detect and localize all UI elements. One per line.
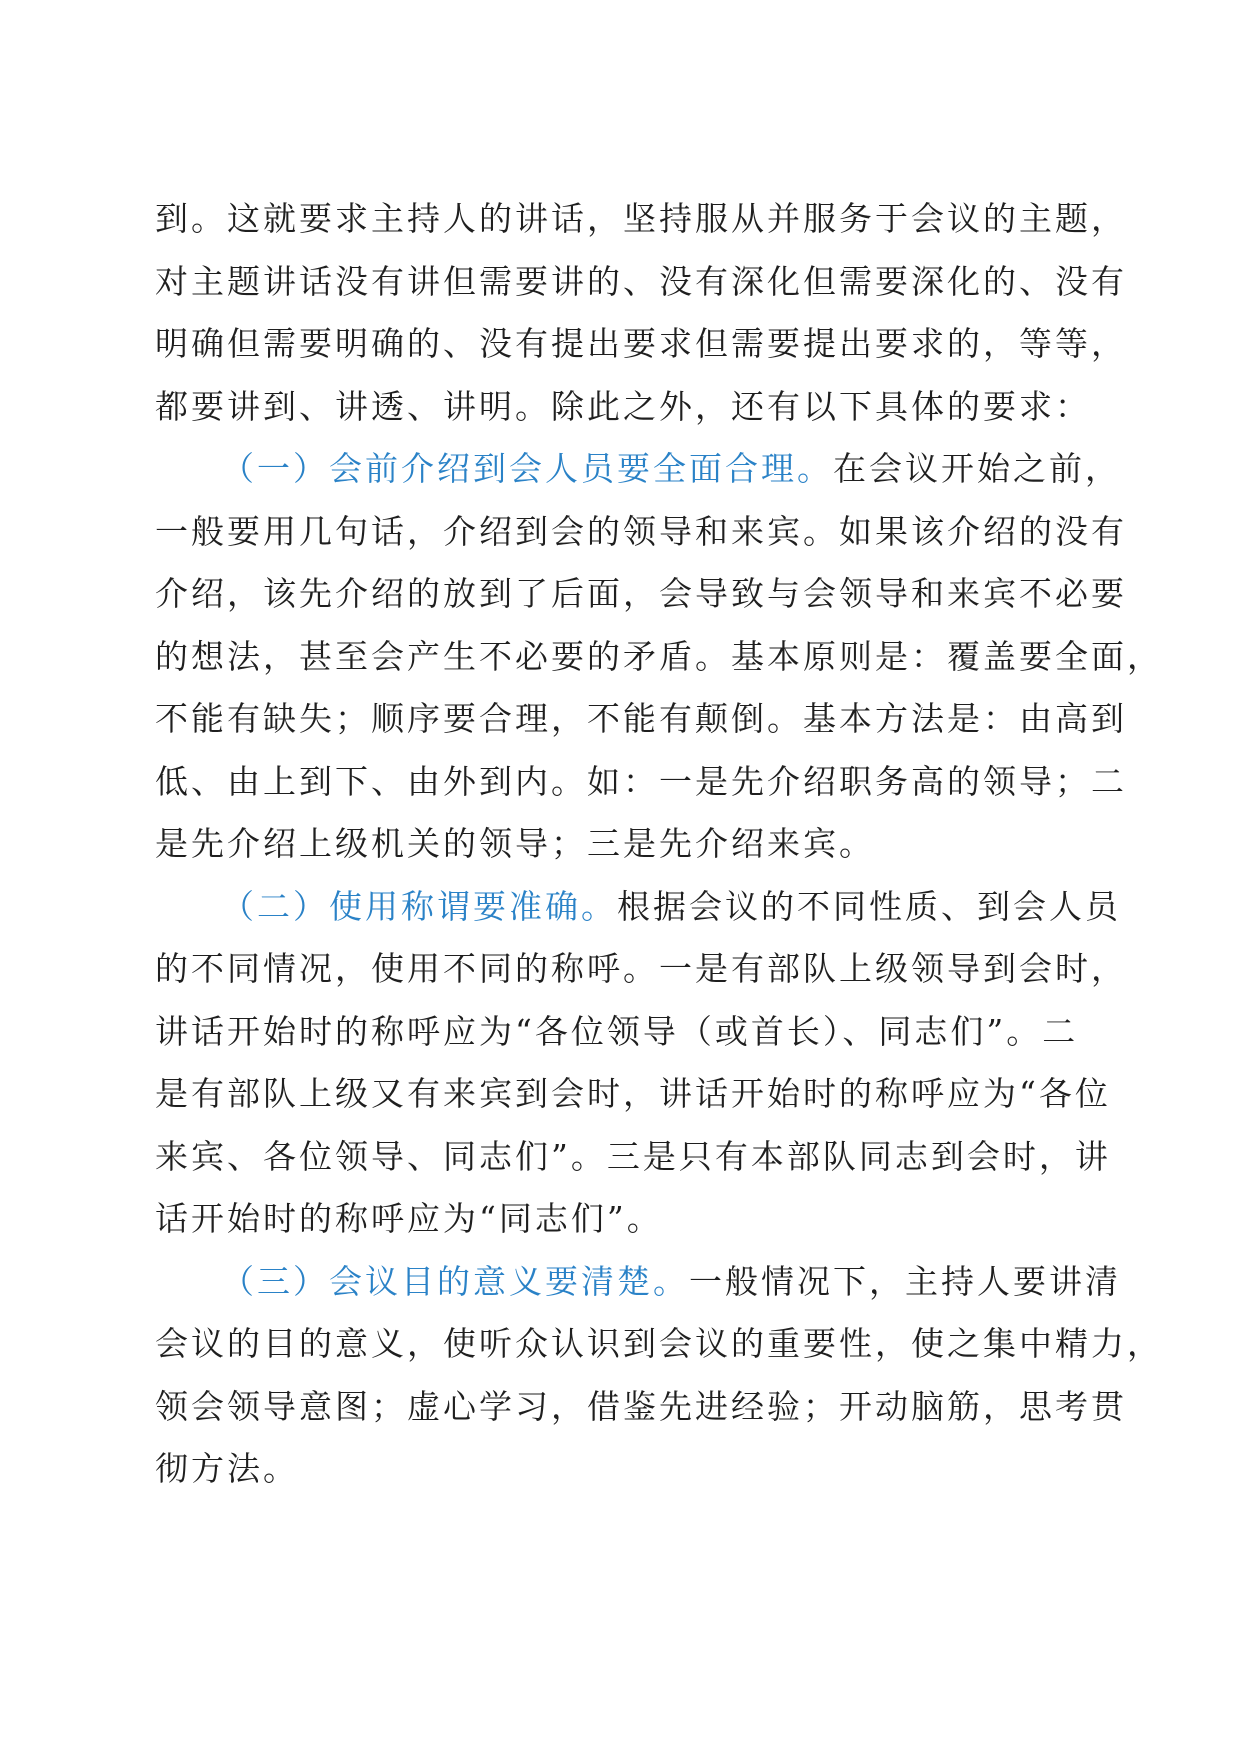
text-line: 明确但需要明确的、没有提出要求但需要提出要求的，等等， (155, 324, 1127, 363)
section-2-heading: （二）使用称谓要准确。 (221, 886, 617, 926)
text-line: 介绍，该先介绍的放到了后面，会导致与会领导和来宾不必要 (155, 574, 1127, 613)
text-line: 话开始时的称呼应为“同志们”。 (155, 1199, 663, 1238)
text-line: 是先介绍上级机关的领导；三是先介绍来宾。 (155, 824, 875, 863)
text-line: 一般要用几句话，介绍到会的领导和来宾。如果该介绍的没有 (155, 511, 1127, 551)
text-line: 来宾、各位领导、同志们”。三是只有本部队同志到会时，讲 (155, 1136, 1111, 1176)
section-3-paragraph (155, 1251, 1163, 1501)
document-body (155, 188, 1163, 1501)
section-2-first-line-text: 根据会议的不同性质、到会人员 (617, 886, 1121, 926)
section-1-heading: （一）会前介绍到会人员要全面合理。 (221, 449, 833, 488)
text-line: 对主题讲话没有讲但需要讲的、没有深化但需要深化的、没有 (155, 261, 1127, 301)
text-line: 不能有缺失；顺序要合理，不能有颠倒。基本方法是：由高到 (155, 699, 1127, 738)
text-line: 是有部队上级又有来宾到会时，讲话开始时的称呼应为“各位 (155, 1074, 1111, 1113)
text-line: 会议的目的意义，使听众认识到会议的重要性，使之集中精力， (155, 1324, 1163, 1363)
section-1-first-line (155, 438, 1121, 501)
section-3-heading: （三）会议目的意义要清楚。 (221, 1261, 689, 1301)
section-1-first-line-text: 在会议开始之前， (833, 449, 1121, 488)
text-line: 的想法，甚至会产生不必要的矛盾。基本原则是：覆盖要全面， (155, 636, 1163, 676)
text-line: 低、由上到下、由外到内。如：一是先介绍职务高的领导；二 (155, 761, 1127, 801)
text-line: 彻方法。 (155, 1449, 299, 1488)
section-3-first-line (155, 1251, 1121, 1314)
text-line: 讲话开始时的称呼应为“各位领导（或首长）、同志们”。二 (155, 1011, 1079, 1051)
section-3-first-line-text: 一般情况下，主持人要讲清 (689, 1261, 1121, 1301)
text-line: 到。这就要求主持人的讲话，坚持服从并服务于会议的主题， (155, 199, 1127, 238)
text-line: 都要讲到、讲透、讲明。除此之外，还有以下具体的要求： (155, 386, 1091, 426)
paragraph-intro (155, 188, 1127, 438)
text-line: 的不同情况，使用不同的称呼。一是有部队上级领导到会时， (155, 949, 1127, 988)
section-2-paragraph (155, 876, 1127, 1251)
text-line: 领会领导意图；虚心学习，借鉴先进经验；开动脑筋，思考贯 (155, 1386, 1127, 1426)
section-1-paragraph (155, 438, 1163, 876)
section-2-first-line (155, 876, 1121, 939)
